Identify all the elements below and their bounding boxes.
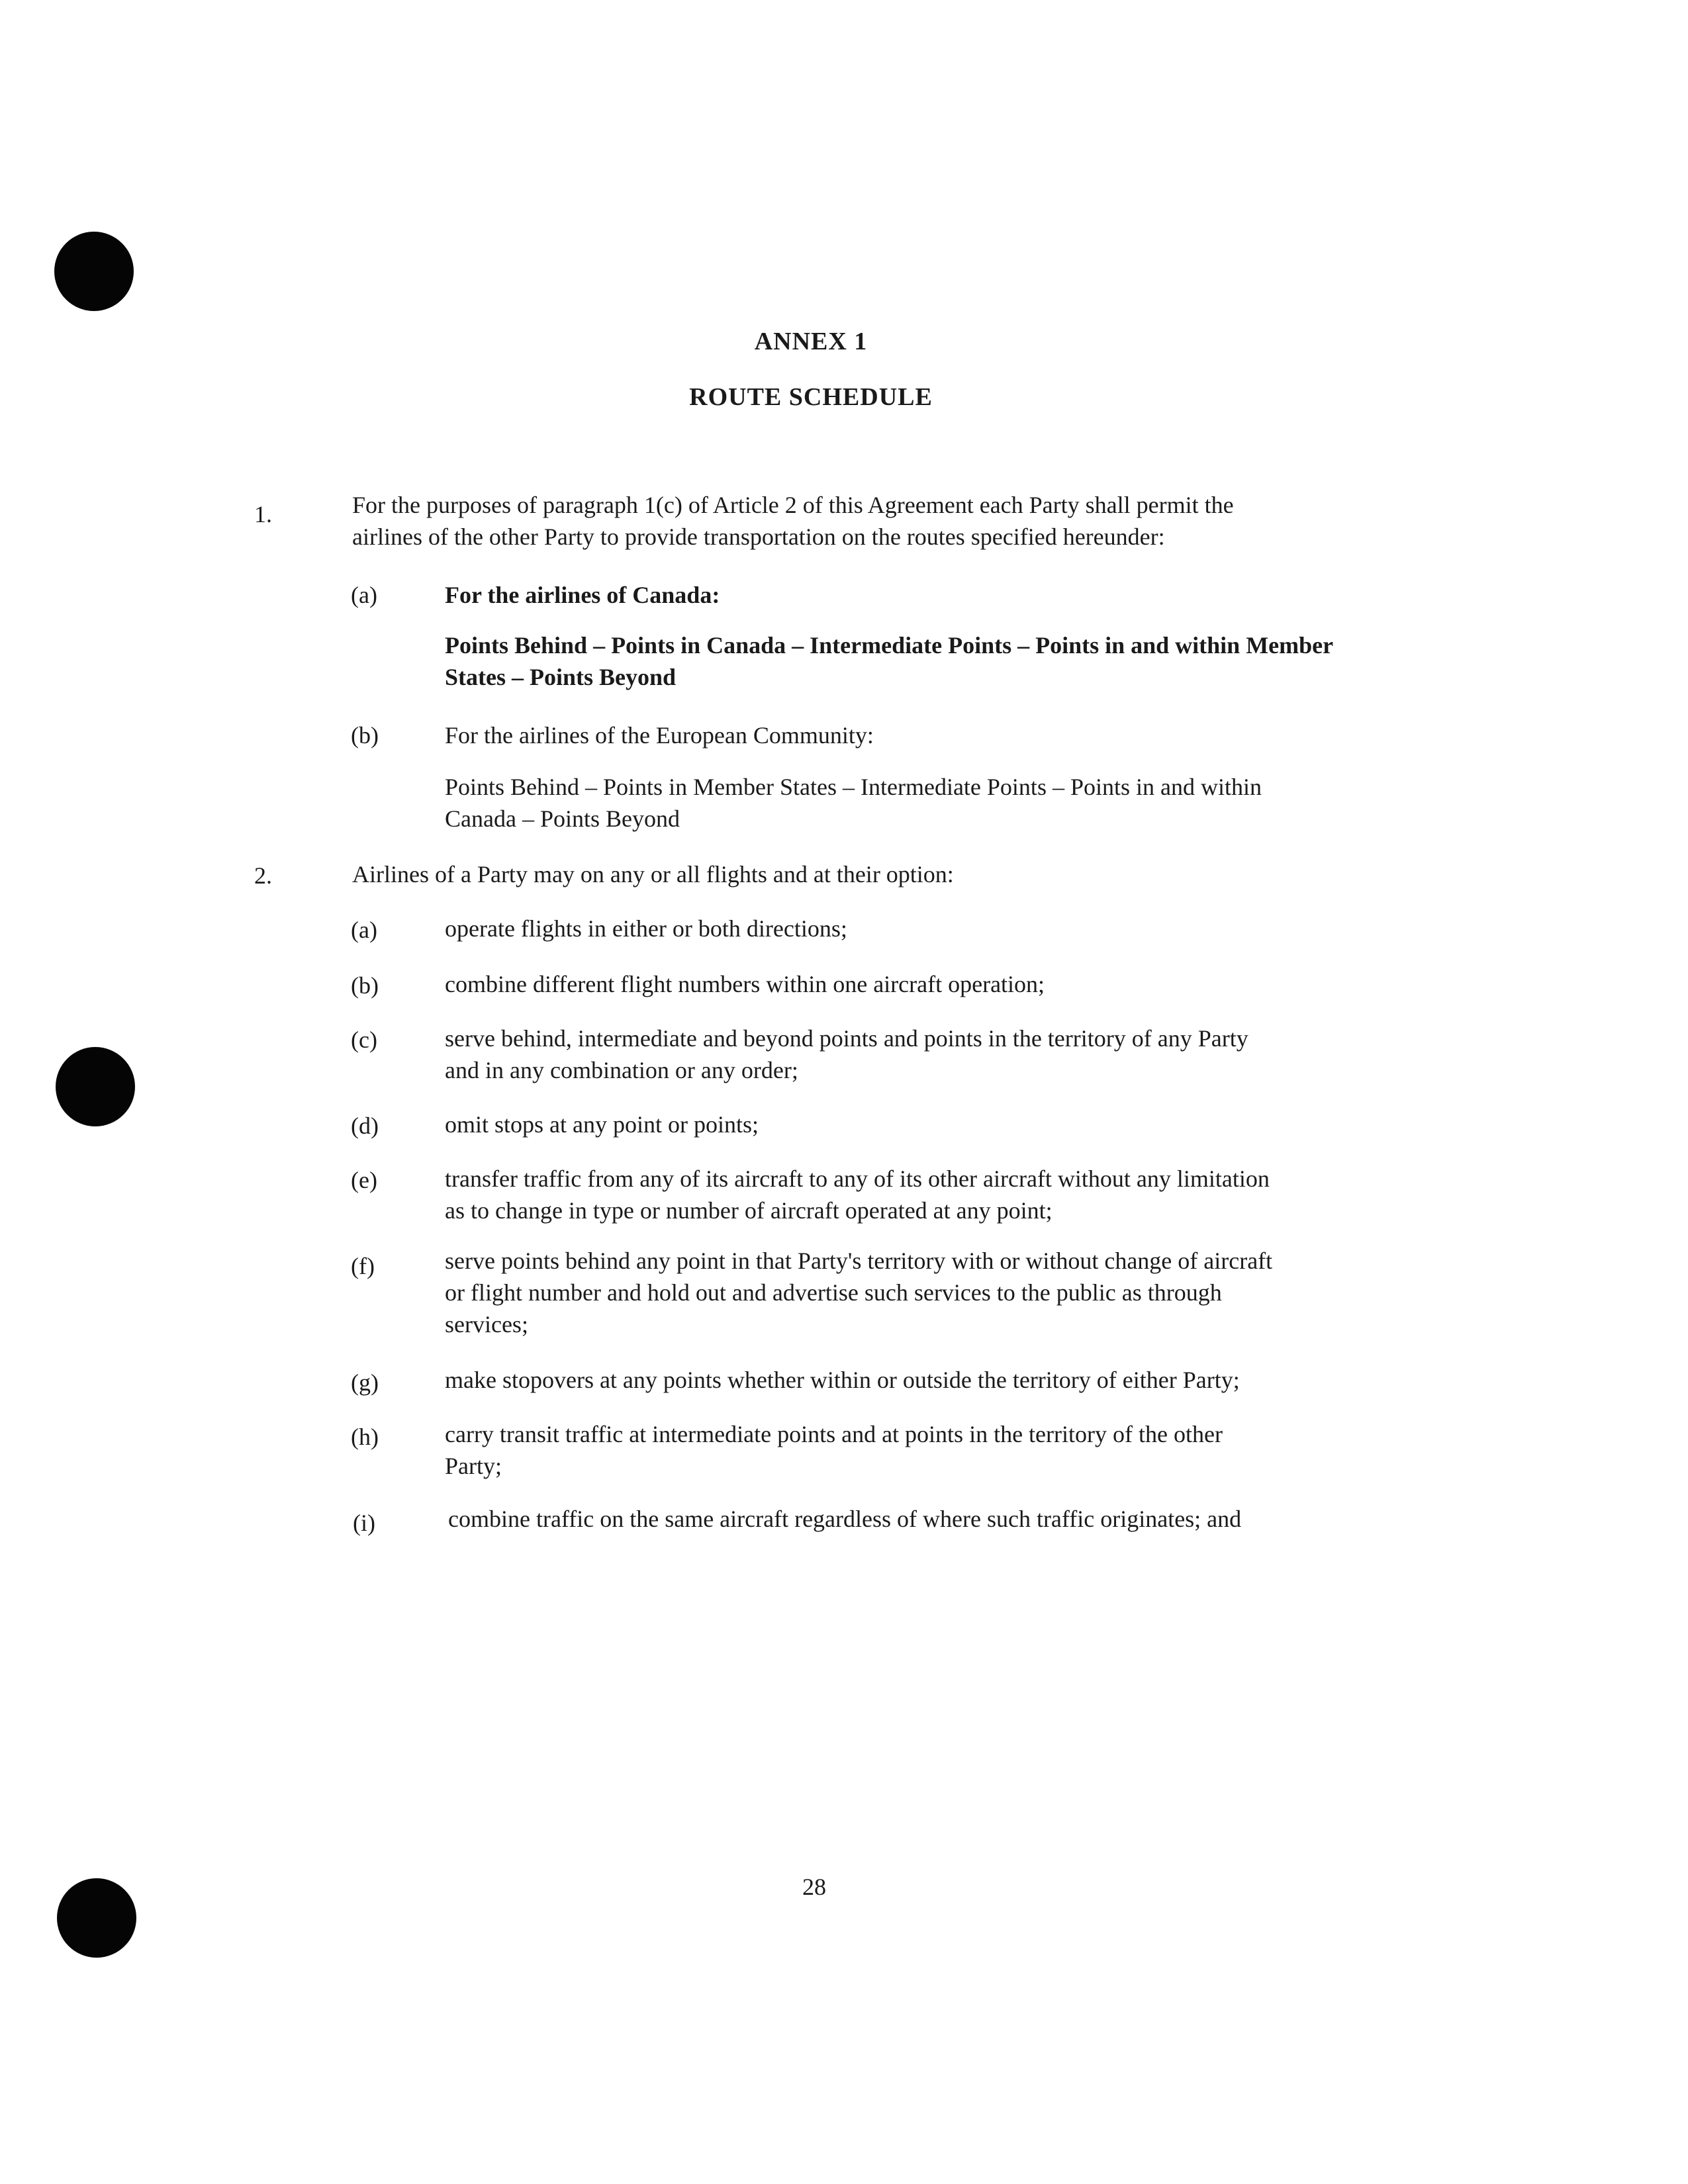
item-label: (a): [351, 582, 377, 608]
item-text-line: omit stops at any point or points;: [445, 1111, 759, 1138]
item-text-line: combine different flight numbers within one aircraft operation;: [445, 971, 1045, 997]
section-1-text-line: For the purposes of paragraph 1(c) of Article 2 of this Agreement each Party shall permit the: [352, 492, 1234, 518]
item-label: (i): [353, 1510, 375, 1536]
item-text-line: carry transit traffic at intermediate points and at points in the territory of the other: [445, 1421, 1223, 1447]
item-text-line: combine traffic on the same aircraft regardless of where such traffic originates; and: [448, 1506, 1242, 1532]
item-label: (g): [351, 1369, 379, 1396]
item-text-line: transfer traffic from any of its aircraft to any of its other aircraft without any limitation: [445, 1165, 1270, 1192]
page-number: 28: [802, 1874, 826, 1900]
item-text-line: make stopovers at any points whether within or outside the territory of either Party;: [445, 1367, 1240, 1393]
item-text-line: operate flights in either or both directions;: [445, 915, 847, 942]
item-text-line: serve behind, intermediate and beyond points and points in the territory of any Party: [445, 1025, 1248, 1052]
section-2-number: 2.: [254, 862, 272, 889]
route-line: Canada – Points Beyond: [445, 805, 680, 832]
route-heading: For the airlines of Canada:: [445, 582, 720, 608]
route-heading: For the airlines of the European Community:: [445, 722, 874, 749]
route-line: Points Behind – Points in Canada – Intermediate Points – Points in and within Member: [445, 632, 1334, 659]
item-text-line: services;: [445, 1311, 528, 1338]
punch-hole: [54, 232, 134, 311]
section-1-number: 1.: [254, 501, 272, 527]
item-label: (d): [351, 1113, 379, 1139]
item-label: (a): [351, 917, 377, 943]
item-label: (e): [351, 1167, 377, 1193]
section-1-text-line: airlines of the other Party to provide transportation on the routes specified hereunder:: [352, 523, 1165, 550]
item-label: (b): [351, 972, 379, 999]
item-label: (h): [351, 1424, 379, 1450]
item-label: (b): [351, 722, 379, 749]
punch-hole: [56, 1047, 135, 1126]
section-2-intro: Airlines of a Party may on any or all flights and at their option:: [352, 861, 954, 887]
item-text-line: or flight number and hold out and advertise such services to the public as through: [445, 1279, 1222, 1306]
item-text-line: as to change in type or number of aircraft operated at any point;: [445, 1197, 1053, 1224]
item-text-line: and in any combination or any order;: [445, 1057, 798, 1083]
route-line: Points Behind – Points in Member States – Intermediate Points – Points in and within: [445, 774, 1262, 800]
item-text-line: Party;: [445, 1453, 502, 1479]
item-text-line: serve points behind any point in that Party's territory with or without change of aircraft: [445, 1248, 1273, 1274]
route-line: States – Points Beyond: [445, 664, 677, 690]
annex-title: ANNEX 1: [754, 328, 868, 355]
item-label: (f): [351, 1253, 375, 1279]
item-label: (c): [351, 1026, 377, 1053]
schedule-title: ROUTE SCHEDULE: [689, 383, 933, 411]
